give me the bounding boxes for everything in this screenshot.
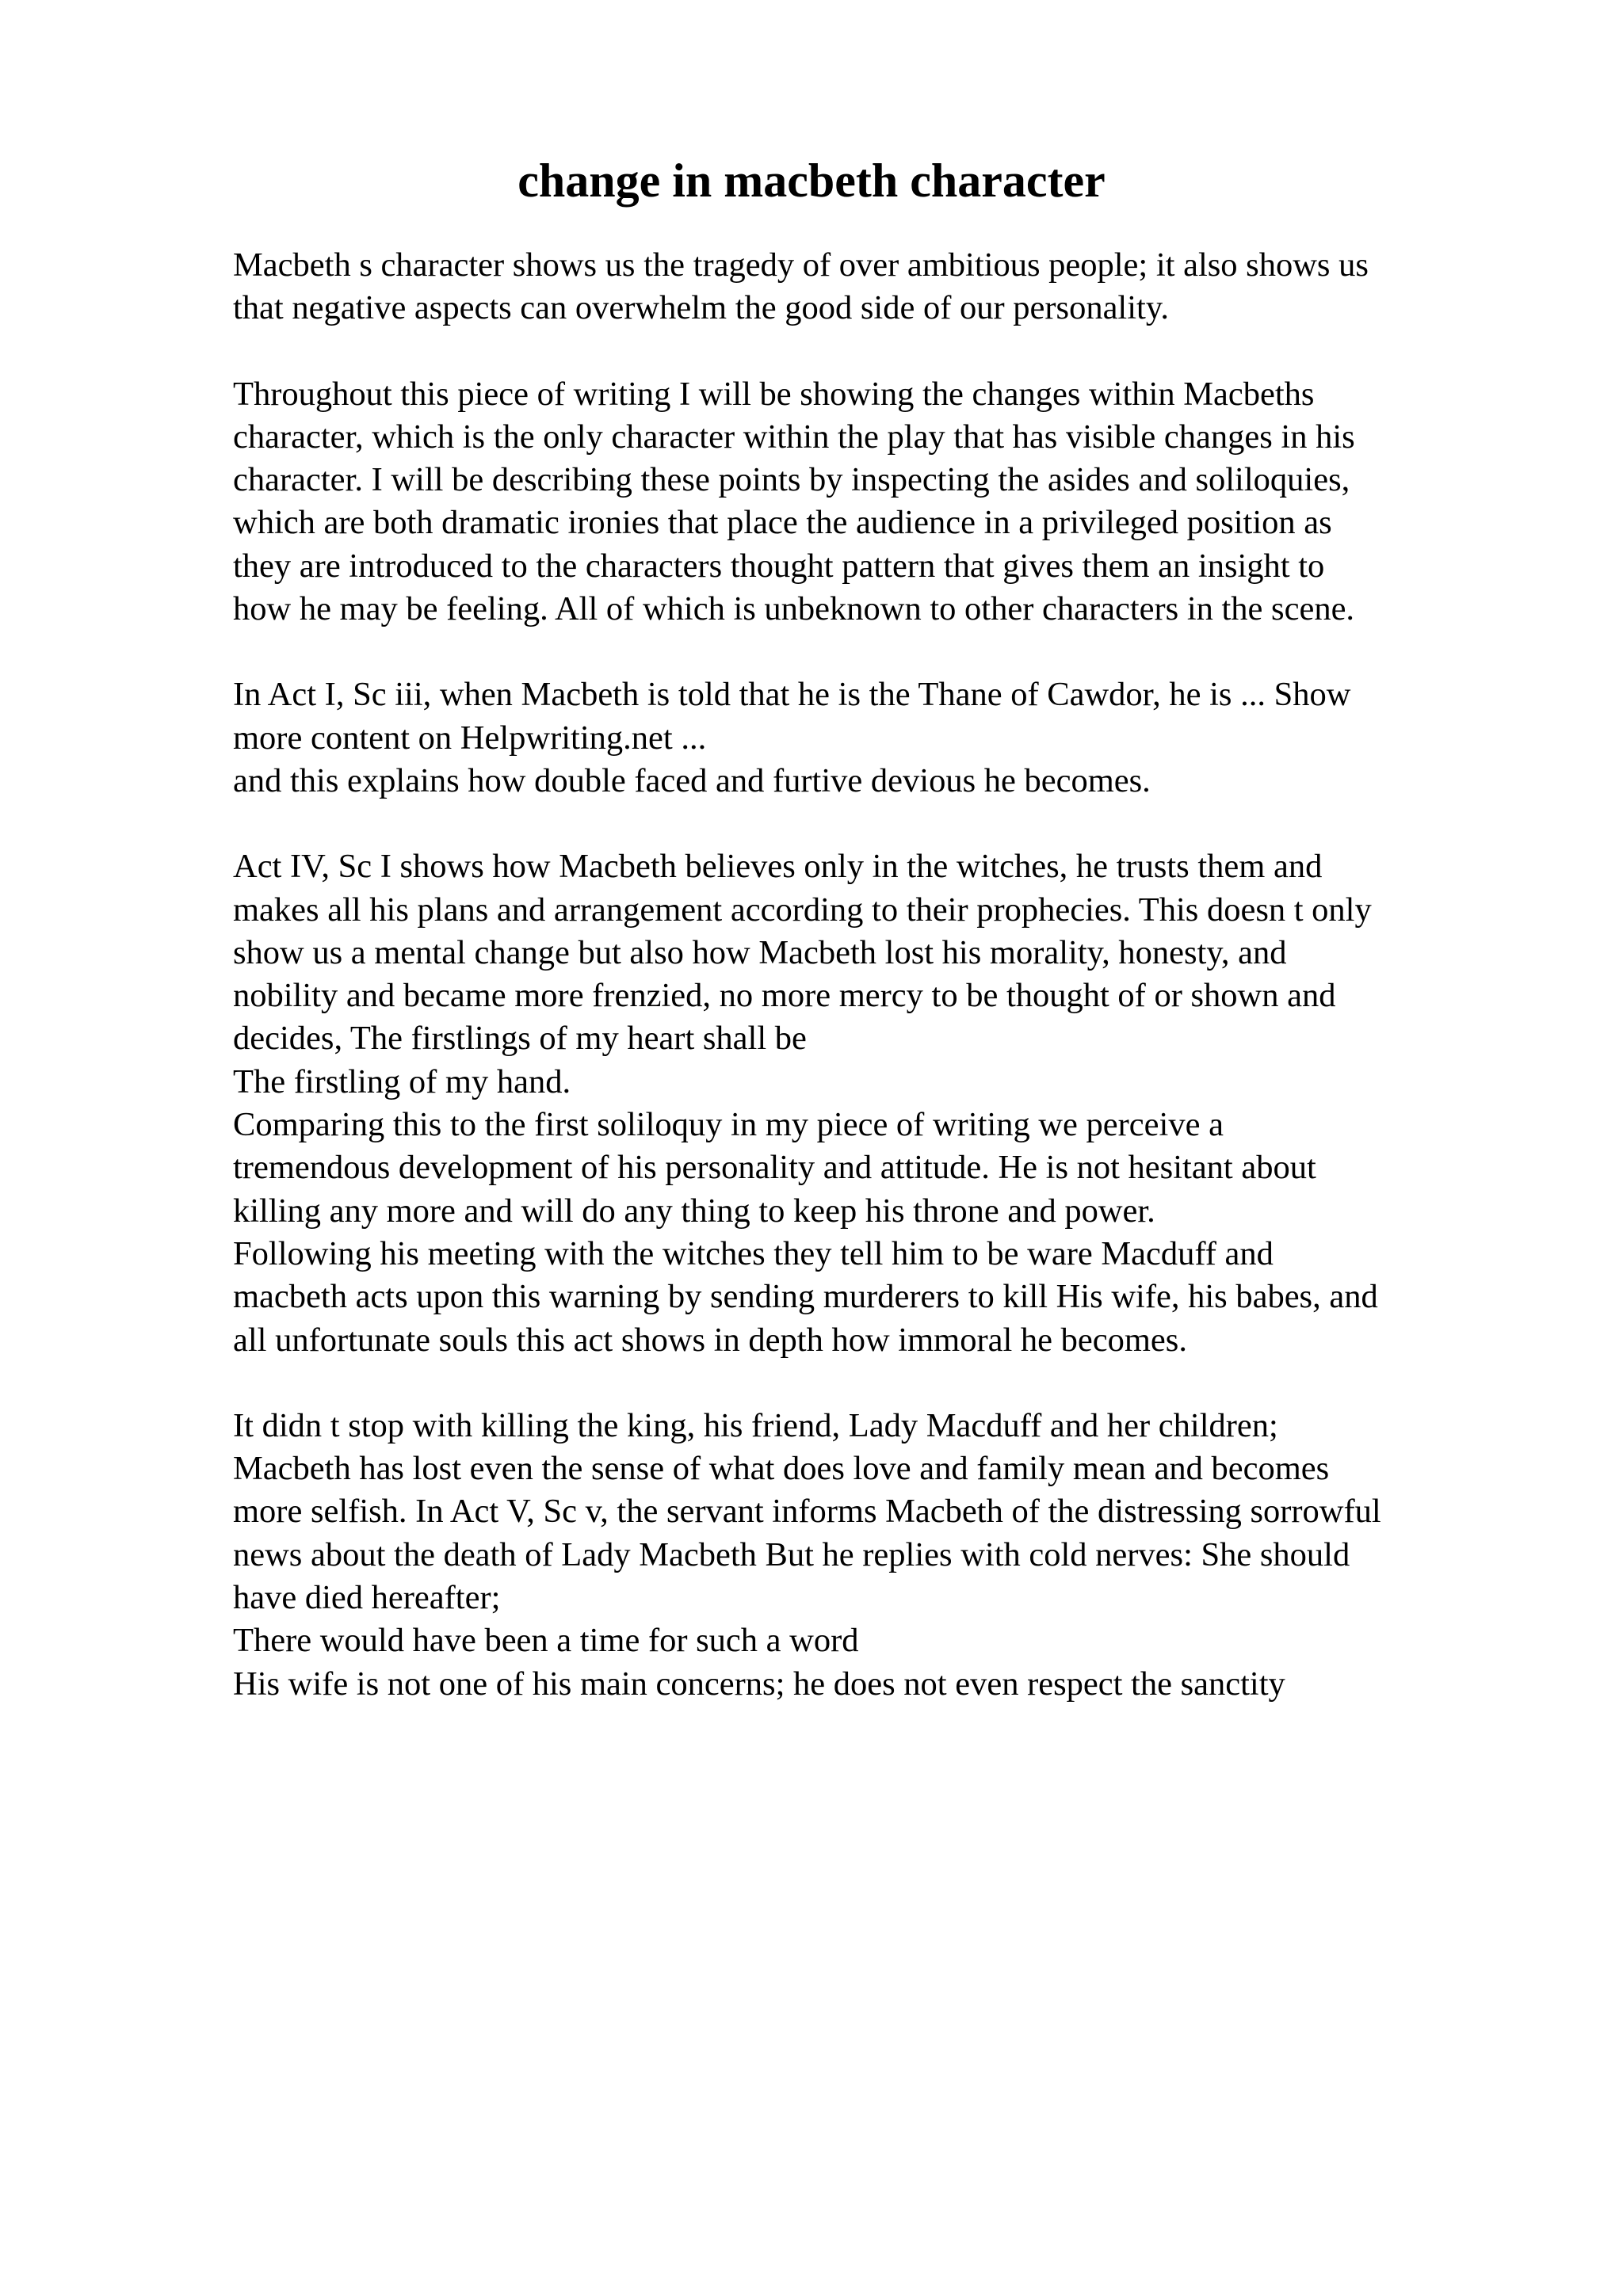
text-line: have died hereafter; [233,1579,501,1617]
text-line: There would have been a time for such a word [233,1622,859,1660]
text-line: character, which is the only character within the play that has visible changes in his [233,418,1355,456]
text-line: decides, The firstlings of my heart shall be [233,1020,807,1058]
paragraph [233,1405,1517,1706]
text-line: Macbeth has lost even the sense of what does love and family mean and becomes [233,1450,1330,1488]
text-line: The firstling of my hand. [233,1062,571,1100]
text-line: and this explains how double faced and furtive devious he becomes. [233,761,1151,799]
text-line: news about the death of Lady Macbeth But he replies with cold nerves: She should [233,1535,1350,1573]
text-line: all unfortunate souls this act shows in depth how immoral he becomes. [233,1321,1187,1359]
text-line: Following his meeting with the witches they tell him to be ware Macduff and [233,1234,1274,1272]
text-line: Macbeth s character shows us the tragedy of over ambitious people; it also shows us [233,246,1369,284]
text-line: killing any more and will do any thing to keep his throne and power. [233,1192,1155,1230]
text-line: Comparing this to the first soliloquy in my piece of writing we perceive a [233,1106,1224,1144]
text-line: more selfish. In Act V, Sc v, the servant informs Macbeth of the distressing sorrowful [233,1493,1381,1531]
document-title: change in macbeth character [517,154,1106,207]
text-line: macbeth acts upon this warning by sending murderers to kill His wife, his babes, and [233,1278,1378,1316]
text-line: It didn t stop with killing the king, his friend, Lady Macduff and her children; [233,1406,1278,1444]
text-line: more content on Helpwriting.net ... [233,719,707,757]
text-line: Throughout this piece of writing I will be showing the changes within Macbeths [233,375,1315,413]
text-line: they are introduced to the characters thought pattern that gives them an insight to [233,547,1325,585]
text-line: makes all his plans and arrangement according to their prophecies. This doesn t only [233,891,1372,929]
text-line: Act IV, Sc I shows how Macbeth believes only in the witches, he trusts them and [233,848,1323,886]
paragraph [233,845,1517,1362]
text-line: show us a mental change but also how Macbeth lost his morality, honesty, and [233,933,1287,971]
document-body [233,244,1517,1749]
text-line: that negative aspects can overwhelm the good side of our personality. [233,289,1169,327]
text-line: nobility and became more frenzied, no more mercy to be thought of or shown and [233,977,1336,1015]
text-line: which are both dramatic ironies that place the audience in a privileged position as [233,504,1332,542]
text-line: His wife is not one of his main concerns; he does not even respect the sanctity [233,1665,1285,1703]
text-line: In Act I, Sc iii, when Macbeth is told that he is the Thane of Cawdor, he is ... Show [233,676,1351,714]
paragraph [233,673,1517,803]
text-line: how he may be feeling. All of which is unbeknown to other characters in the scene. [233,590,1355,628]
text-line: character. I will be describing these points by inspecting the asides and soliloquies, [233,461,1350,499]
text-line: tremendous development of his personality and attitude. He is not hesitant about [233,1149,1316,1187]
paragraph [233,373,1517,631]
paragraph [233,244,1517,330]
